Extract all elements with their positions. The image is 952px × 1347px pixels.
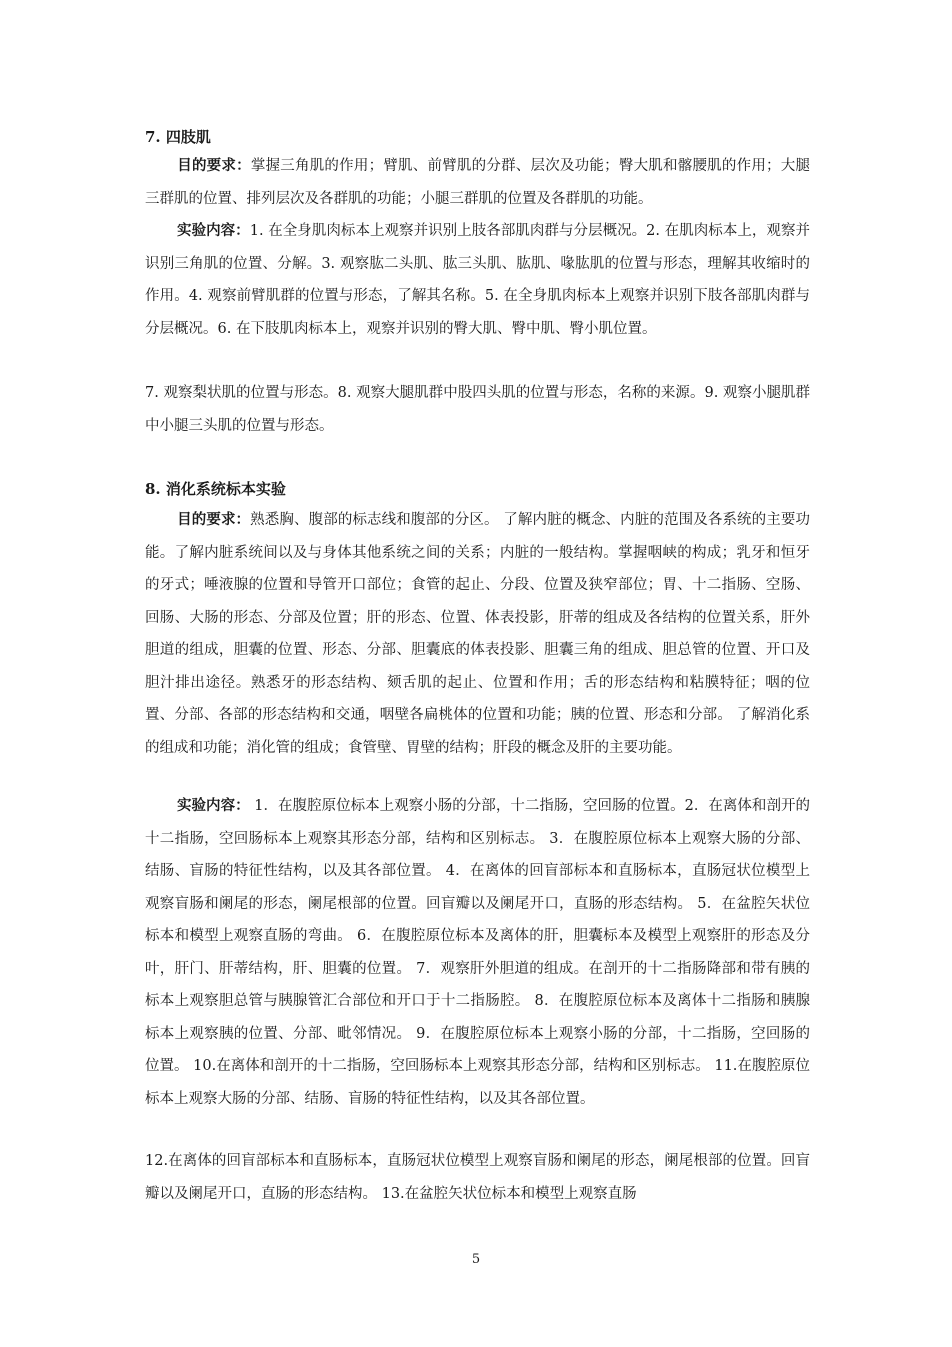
section-7-content-continued: 7. 观察梨状肌的位置与形态。8. 观察大腿肌群中股四头肌的位置与形态，名称的来源。9. 观察小腿肌群中小腿三头肌的位置与形态。 <box>145 385 810 434</box>
content-label: 实验内容： <box>177 797 250 814</box>
content-text: 1．在腹腔原位标本上观察小肠的分部，十二指肠，空回肠的位置。2．在离体和剖开的十二指肠，空回肠标本上观察其形态分部，结构和区别标志。 3．在腹腔原位标本上观察大肠的分部、结肠、盲肠的特征性结构，以及其各部位置。 4．在离体的回盲部标本和直肠标本，直肠冠状位模型上观察盲肠和阑尾的形态，阑尾根部的位置。回盲瓣以及阑尾开口，直肠的形态结构。 5．在盆腔矢状位标本和模型上观察直肠的弯曲。 6．在腹腔原位标本及离体的肝，胆囊标本及模型上观察肝的形态及分叶，肝门、肝蒂结构，肝、胆囊的位置。 7．观察肝外胆道的组成。在剖开的十二指肠降部和带有胰的标本上观察胆总管与胰腺管汇合部位和开口于十二指肠腔。 8．在腹腔原位标本及离体十二指肠和胰腺标本上观察胰的位置、分部、毗邻情况。 9．在腹腔原位标本上观察小肠的分部，十二指肠，空回肠的位置。 10.在离体和剖开的十二指肠，空回肠标本上观察其形态分部，结构和区别标志。 11.在腹腔原位标本上观察大肠的分部、结肠、盲肠的特征性结构，以及其各部位置。 <box>145 798 810 1107</box>
content-text: 1. 在全身肌肉标本上观察并识别上肢各部肌肉群与分层概况。2. 在肌肉标本上，观察并识别三角肌的位置、分解。3. 观察肱二头肌、肱三头肌、肱肌、喙肱肌的位置与形态，理解其收缩时的作用。4. 观察前臂肌群的位置与形态，了解其名称。5. 在全身肌肉标本上观察并识别下肢各部肌肉群与分层概况。6. 在下肢肌肉标本上，观察并识别的臀大肌、臀中肌、臀小肌位置。 <box>145 223 811 337</box>
section-7-requirements <box>145 150 810 215</box>
section-8-content-continued: 12.在离体的回盲部标本和直肠标本，直肠冠状位模型上观察盲肠和阑尾的形态，阑尾根部的位置。回盲瓣以及阑尾开口，直肠的形态结构。 13.在盆腔矢状位标本和模型上观察直肠 <box>145 1153 810 1202</box>
requirements-text: 熟悉胸、腹部的标志线和腹部的分区。 了解内脏的概念、内脏的范围及各系统的主要功能。了解内脏系统间以及与身体其他系统之间的关系；内脏的一般结构。掌握咽峡的构成；乳牙和恒牙的牙式；唾液腺的位置和导管开口部位；食管的起止、分段、位置及狭窄部位；胃、十二指肠、空肠、回肠、大肠的形态、分部及位置；肝的形态、位置、体表投影，肝蒂的组成及各结构的位置关系，肝外胆道的组成，胆囊的位置、形态、分部、胆囊底的体表投影、胆囊三角的组成、胆总管的位置、开口及胆汁排出途径。熟悉牙的形态结构、颏舌肌的起止、位置和作用；舌的形态结构和粘膜特征；咽的位置、分部、各部的形态结构和交通，咽壁各扁桃体的位置和功能；胰的位置、形态和分部。 了解消化系的组成和功能；消化管的组成；食管壁、胃壁的结构；肝段的概念及肝的主要功能。 <box>145 512 811 756</box>
section-8-requirements <box>145 504 810 764</box>
section-7-heading: 7. 四肢肌 <box>145 128 211 146</box>
requirements-text: 掌握三角肌的作用；臂肌、前臂肌的分群、层次及功能；臀大肌和髂腰肌的作用；大腿三群肌的位置、排列层次及各群肌的功能；小腿三群肌的位置及各群肌的功能。 <box>145 158 810 207</box>
section-8-heading: 8. 消化系统标本实验 <box>145 480 286 498</box>
content-label: 实验内容： <box>177 222 250 239</box>
section-7-content <box>145 215 810 345</box>
requirements-label: 目的要求： <box>177 511 251 528</box>
page-number: 5 <box>471 1252 481 1267</box>
section-8-content <box>145 790 810 1115</box>
requirements-label: 目的要求： <box>177 157 251 174</box>
